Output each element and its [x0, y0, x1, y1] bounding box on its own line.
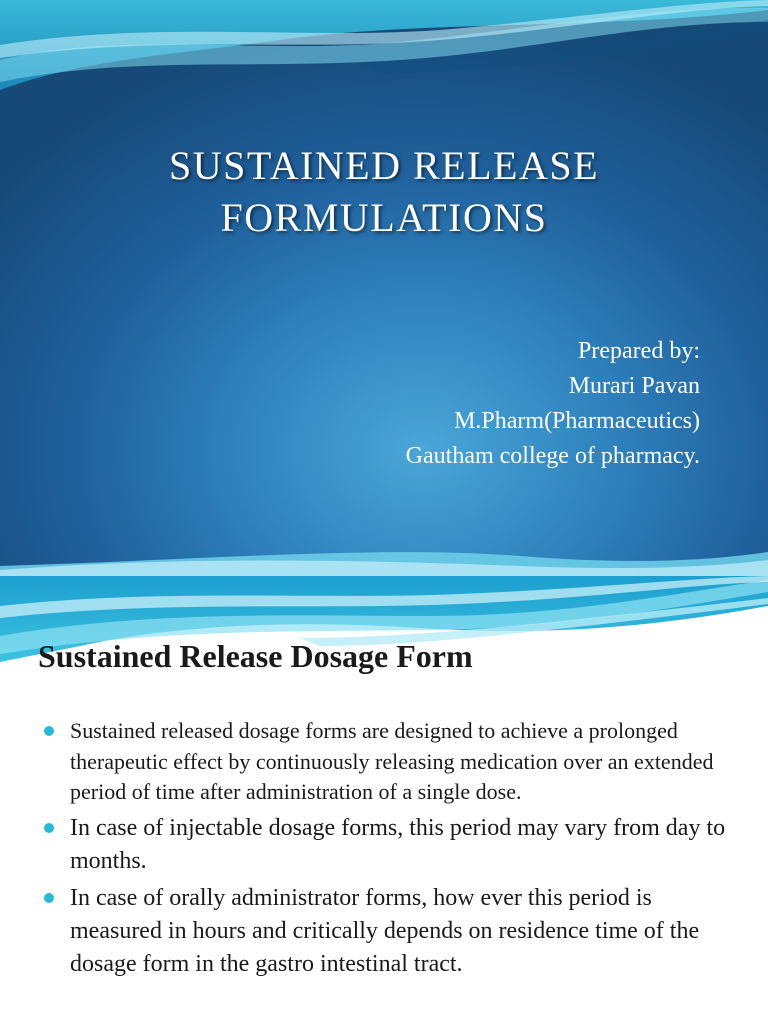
bullet-text: In case of injectable dosage forms, this period may vary from day to months. — [70, 814, 726, 874]
list-item — [40, 882, 730, 981]
author-block — [406, 334, 700, 474]
author-name: Murari Pavan — [568, 373, 700, 399]
bullet-dot-icon — [44, 893, 54, 903]
title-line: FORMULATIONS — [220, 195, 548, 240]
list-item — [40, 716, 730, 808]
bullet-list — [40, 716, 730, 985]
list-item — [40, 812, 730, 878]
bullet-dot-icon — [44, 726, 54, 736]
content-slide — [0, 576, 768, 1024]
title-line: SUSTAINED RELEASE — [168, 143, 600, 188]
slide-heading: Sustained Release Dosage Form — [38, 638, 473, 674]
prepared-by-label: Prepared by: — [578, 338, 700, 364]
bullet-dot-icon — [44, 823, 54, 833]
author-college: Gautham college of pharmacy. — [405, 443, 700, 469]
bullet-text: In case of orally administrator forms, how ever this period is measured in hours and critically depends on residence time of the dosage form in the gastro intestinal tract. — [70, 884, 700, 977]
slide-title — [100, 140, 668, 244]
bullet-text: Sustained released dosage forms are designed to achieve a prolonged therapeutic effect by continuously releasing medication over an extended period of time after administration of a single dose. — [70, 718, 714, 804]
author-degree: M.Pharm(Pharmaceutics) — [454, 408, 700, 434]
